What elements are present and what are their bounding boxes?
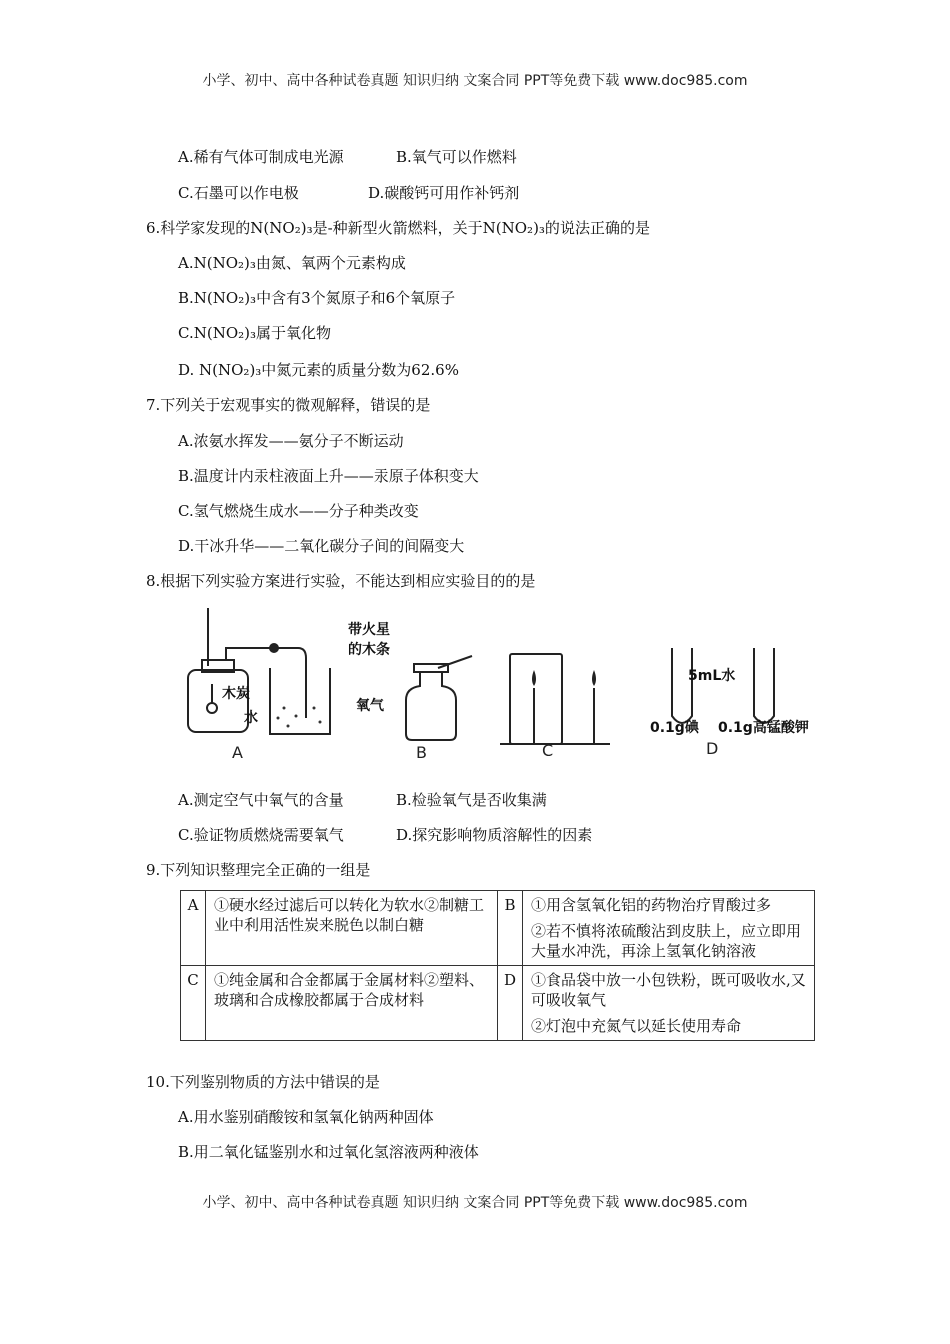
fig-d-left-tube (672, 648, 692, 723)
q8-options-row2 (178, 824, 592, 845)
q10-option-a: A.用水鉴别硝酸铵和氢氧化钠两种固体 (178, 1108, 434, 1126)
q5-option-c: C.石墨可以作电极 (178, 184, 299, 202)
fig-a-clamp (270, 644, 278, 652)
fig-c-bell-jar (510, 654, 562, 744)
cell-b-text2: ②若不慎将浓硫酸沾到皮肤上，应立即用大量水冲洗，再涂上氢氧化钠溶液 (531, 922, 802, 960)
cell-d-text (523, 966, 815, 1041)
fig-label-d-water: 5mL水 (688, 668, 736, 684)
q5-option-b: B.氧气可以作燃料 (396, 148, 517, 166)
q5-options-row1 (178, 146, 517, 167)
q8-stem: 8.根据下列实验方案进行实验，不能达到相应实验目的的是 (146, 572, 536, 590)
fig-label-b-top2: 的木条 (348, 642, 390, 658)
cell-b-text1: ①用含氢氧化铝的药物治疗胃酸过多 (531, 896, 772, 914)
q10-stem: 10.下列鉴别物质的方法中错误的是 (146, 1073, 380, 1091)
fig-d-right-tube (754, 648, 774, 723)
q5-options-row2 (178, 182, 519, 203)
q7-stem: 7.下列关于宏观事实的微观解释，错误的是 (146, 396, 431, 414)
experiment-figure (180, 608, 820, 763)
cell-a-text: ①硬水经过滤后可以转化为软水②制糖工业中利用活性炭来脱色以制白糖 (205, 891, 497, 966)
fig-label-b-o2: 氧气 (356, 698, 384, 714)
cell-b-text (523, 891, 815, 966)
q6-option-b: B.N(NO₂)₃中含有3个氮原子和6个氧原子 (178, 289, 456, 307)
q7-option-d: D.干冰升华——二氧化碳分子间的间隔变大 (178, 537, 465, 555)
q5-option-d: D.碳酸钙可用作补钙剂 (368, 184, 520, 202)
fig-label-d-right: 0.1g高锰酸钾 (718, 720, 809, 736)
q6-stem: 6.科学家发现的N(NO₂)₃是-种新型火箭燃料，关于N(NO₂)₃的说法正确的是 (146, 219, 650, 237)
q7-option-b: B.温度计内汞柱液面上升——汞原子体积变大 (178, 467, 479, 485)
fig-b-glass-plate (414, 664, 448, 672)
cell-c-label: C (181, 966, 206, 1041)
fig-caption-a: A (232, 743, 243, 762)
table-row (181, 966, 815, 1041)
fig-label-mutan: 木炭 (222, 686, 250, 702)
q8-option-d: D.探究影响物质溶解性的因素 (396, 826, 593, 844)
table-row (181, 891, 815, 966)
q8-option-c: C.验证物质燃烧需要氧气 (178, 826, 344, 844)
q7-option-a: A.浓氨水挥发——氨分子不断运动 (178, 432, 404, 450)
cell-b-label: B (497, 891, 522, 966)
page-header: 小学、初中、高中各种试卷真题 知识归纳 文案合同 PPT等免费下载 www.doc985.com (202, 73, 748, 89)
fig-b-splint (438, 656, 472, 668)
fig-caption-c: C (542, 741, 554, 760)
q6-option-d: D. N(NO₂)₃中氮元素的质量分数为62.6% (178, 361, 459, 379)
cell-d-text2: ②灯泡中充氮气以延长使用寿命 (531, 1017, 742, 1035)
q5-option-a: A.稀有气体可制成电光源 (178, 148, 344, 166)
fig-b-bottle (406, 672, 456, 740)
fig-a-beaker (270, 668, 330, 734)
fig-c-flame-outside (592, 670, 596, 686)
fig-label-d-left: 0.1g碘 (650, 720, 699, 736)
fig-caption-b: B (416, 743, 427, 762)
fig-caption-d: D (706, 739, 719, 758)
cell-c-text: ①纯金属和合金都属于金属材料②塑料、玻璃和合成橡胶都属于合成材料 (205, 966, 497, 1041)
q8-options-row1 (178, 789, 547, 810)
q9-stem: 9.下列知识整理完全正确的一组是 (146, 861, 371, 879)
cell-d-label: D (497, 966, 522, 1041)
q6-option-c: C.N(NO₂)₃属于氧化物 (178, 324, 331, 342)
fig-label-shui: 水 (244, 710, 258, 726)
cell-a-label: A (181, 891, 206, 966)
fig-a-tube (226, 648, 306, 718)
q8-option-a: A.测定空气中氧气的含量 (178, 791, 344, 809)
fig-c-flame-inside (532, 670, 536, 686)
q9-knowledge-table (180, 890, 815, 1041)
q8-option-b: B.检验氧气是否收集满 (396, 791, 547, 809)
fig-a-spoon (207, 703, 217, 713)
q6-option-a: A.N(NO₂)₃由氮、氧两个元素构成 (178, 254, 406, 272)
cell-d-text1: ①食品袋中放一小包铁粉，既可吸收水,又可吸收氧气 (531, 971, 806, 1009)
fig-label-b-top: 带火星 (348, 622, 390, 638)
page-footer: 小学、初中、高中各种试卷真题 知识归纳 文案合同 PPT等免费下载 www.doc985.com (202, 1195, 748, 1211)
q10-option-b: B.用二氧化锰鉴别水和过氧化氢溶液两种液体 (178, 1143, 479, 1161)
q7-option-c: C.氢气燃烧生成水——分子种类改变 (178, 502, 419, 520)
